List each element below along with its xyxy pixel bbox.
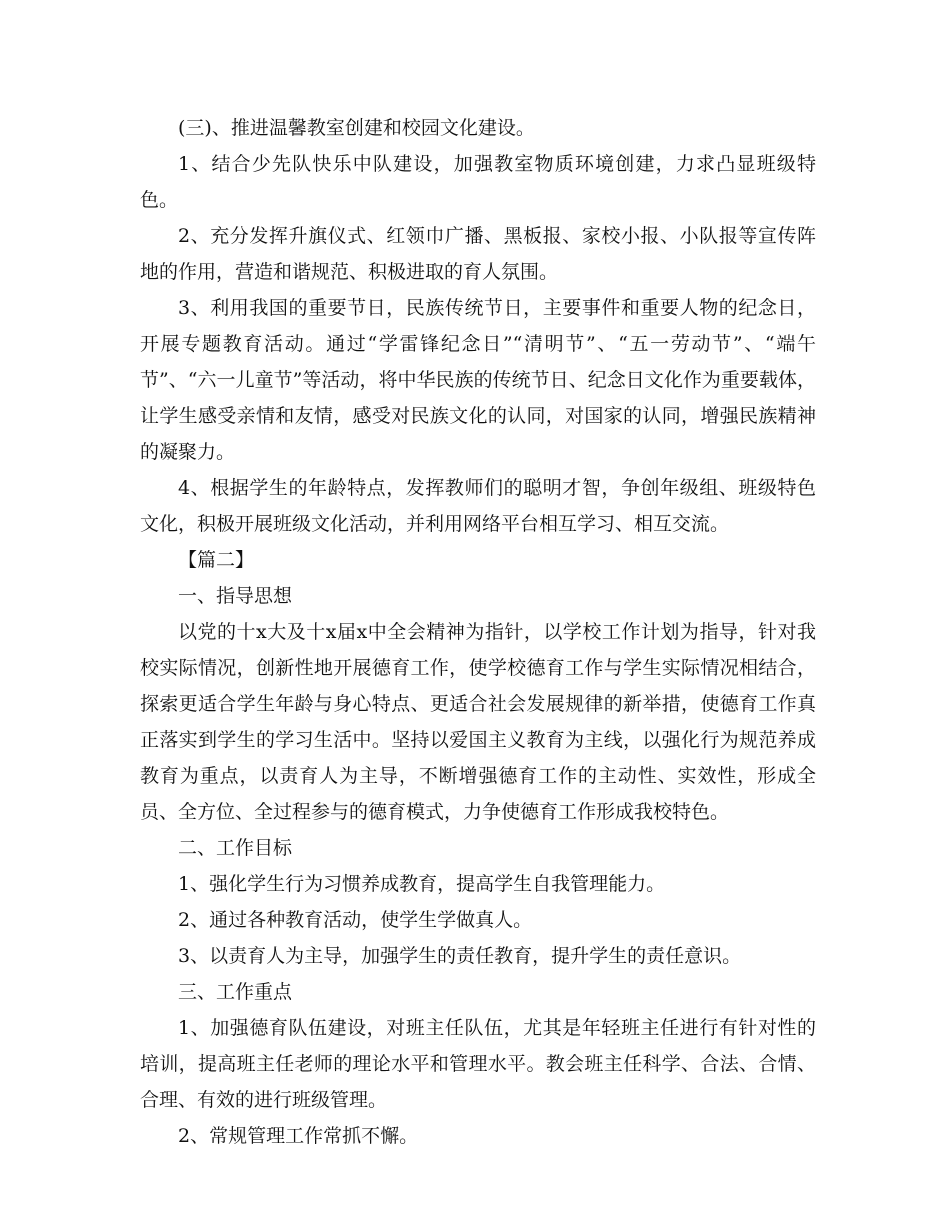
list-item: 3、以责育人为主导，加强学生的责任教育，提升学生的责任意识。	[178, 945, 742, 967]
list-item: 4、根据学生的年龄特点，发挥教师们的聪明才智，争创年级组、班级特色文化，积极开展班级文化活动，并利用网络平台相互学习、相互交流。	[140, 477, 816, 535]
document-body	[140, 110, 816, 1154]
list-item: 2、通过各种教育活动，使学生学做真人。	[178, 909, 533, 931]
list-item: 1、强化学生行为习惯养成教育，提高学生自我管理能力。	[178, 873, 666, 895]
list-item: 1、结合少先队快乐中队建设，加强教室物质环境创建，力求凸显班级特色。	[140, 153, 816, 211]
section-heading-3: (三)、推进温馨教室创建和校园文化建设。	[178, 117, 535, 139]
list-item: 2、充分发挥升旗仪式、红领巾广播、黑板报、家校小报、小队报等宣传阵地的作用，营造和谐规范、积极进取的育人氛围。	[140, 225, 816, 283]
section-heading: 三、工作重点	[178, 981, 293, 1003]
list-item: 3、利用我国的重要节日，民族传统节日，主要事件和重要人物的纪念日，开展专题教育活动。通过“学雷锋纪念日”“清明节”、“五一劳动节”、“端午节”、“六一儿童节”等活动，将中华民族的传统节日、纪念日文化作为重要载体，让学生感受亲情和友情，感受对民族文化的认同，对国家的认同，增强民族精神的凝聚力。	[140, 297, 816, 463]
body-paragraph: 以党的十x大及十x届x中全会精神为指针，以学校工作计划为指导，针对我校实际情况，创新性地开展德育工作，使学校德育工作与学生实际情况相结合，探索更适合学生年龄与身心特点、更适合社会发展规律的新举措，使德育工作真正落实到学生的学习生活中。坚持以爱国主义教育为主线，以强化行为规范养成教育为重点，以责育人为主导，不断增强德育工作的主动性、实效性，形成全员、全方位、全过程参与的德育模式，力争使德育工作形成我校特色。	[140, 621, 816, 823]
list-item: 1、加强德育队伍建设，对班主任队伍，尤其是年轻班主任进行有针对性的培训，提高班主任老师的理论水平和管理水平。教会班主任科学、合法、合情、合理、有效的进行班级管理。	[140, 1017, 816, 1111]
part-heading: 【篇二】	[178, 549, 255, 571]
list-item: 2、常规管理工作常抓不懈。	[178, 1125, 419, 1147]
section-heading: 一、指导思想	[178, 585, 293, 607]
section-heading: 二、工作目标	[178, 837, 293, 859]
